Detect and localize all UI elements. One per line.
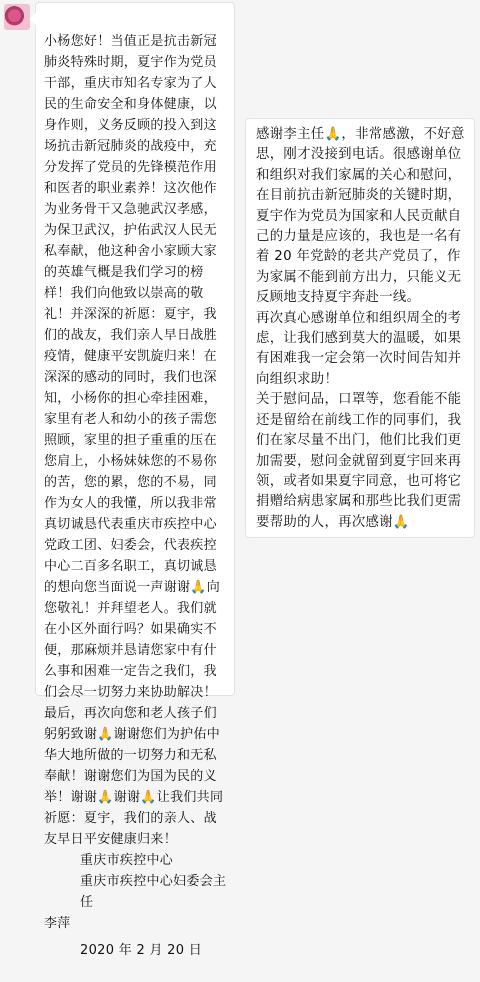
sent-message-text: 感谢李主任🙏，非常感激，不好意思，刚才没接到电话。很感谢单位和组织对我们家属的关心和慰问，在目前抗击新冠肺炎的关键时期，夏宇作为党员为国家和人民贡献自己的力量是应该的，我也是一名有着 20 年党龄的老共产党员了，作为家属不能到前方出力，只能义无反顾地支持夏宇奔赴一线。 再次真心感谢单位和组织周全的考虑，让我们感到莫大的温暖，如果有困难我一定会第一次时间告知并向组织求助！ 关于慰问品，口罩等，您看能不能还是留给在前线工作的同事们，我们在家尽量不出门，他们比我们更加需要，慰问金就留到夏宇回来再领，或者如果夏宇同意，也可将它捐赠给病患家属和那些比我们更需要帮助的人，再次感谢🙏 (256, 127, 465, 530)
message-date: 2020 年 2 月 20 日 (80, 943, 203, 958)
received-message-bubble[interactable] (35, 2, 235, 958)
received-message-text: 小杨您好！当值正是抗击新冠肺炎特殊时期，夏宇作为党员干部，重庆市知名专家为了人民的生命安全和身体健康，以身作则，义务反顾的投入到这场抗击新冠肺炎的战疫中，充分发挥了党员的先锋模范作用和医者的职业素养！这次他作为业务骨干又急驰武汉孝感，为保卫武汉，护佑武汉人民无私奉献，他这种舍小家顾大家的英雄气概是我们学习的榜样！我们向他致以崇高的敬礼！并深深的祈愿：夏宇，我们的战友，我们亲人早日战胜疫情，健康平安凯旋归来！在深深的感动的同时，我们也深知，小杨你的担心牵挂困难，家里有老人和幼小的孩子需您照顾，家里的担子重重的压在您肩上，小杨妹妹您的不易你的苦，您的累，您的不易，同作为女人的我懂，所以我非常真切诚恳代表重庆市疾控中心党政工团、妇委会，代表疾控中心二百多名职工，真切诚恳的想向您当面说一声谢谢🙏向您敬礼！并拜望老人。我们就在小区外面行吗？如果确实不便，那麻烦并恳请您家中有什么事和困难一定告之我们，我们会尽一切努力来协助解决！最后，再次向您和老人孩子们躬躬致谢🙏谢谢您们为护佑中华大地所做的一切努力和无私奉献！谢谢您们为国为民的义举！谢谢🙏谢谢🙏让我们共同祈愿：夏宇，我们的亲人、战友早日平安健康归来！ (44, 34, 224, 847)
signature-title: 重庆市疾控中心妇委会主任 (80, 874, 227, 910)
signature-organization: 重庆市疾控中心 (80, 853, 174, 868)
signature-name: 李萍 (44, 916, 71, 931)
sender-avatar[interactable] (4, 4, 30, 30)
sent-message-bubble[interactable] (245, 118, 475, 538)
